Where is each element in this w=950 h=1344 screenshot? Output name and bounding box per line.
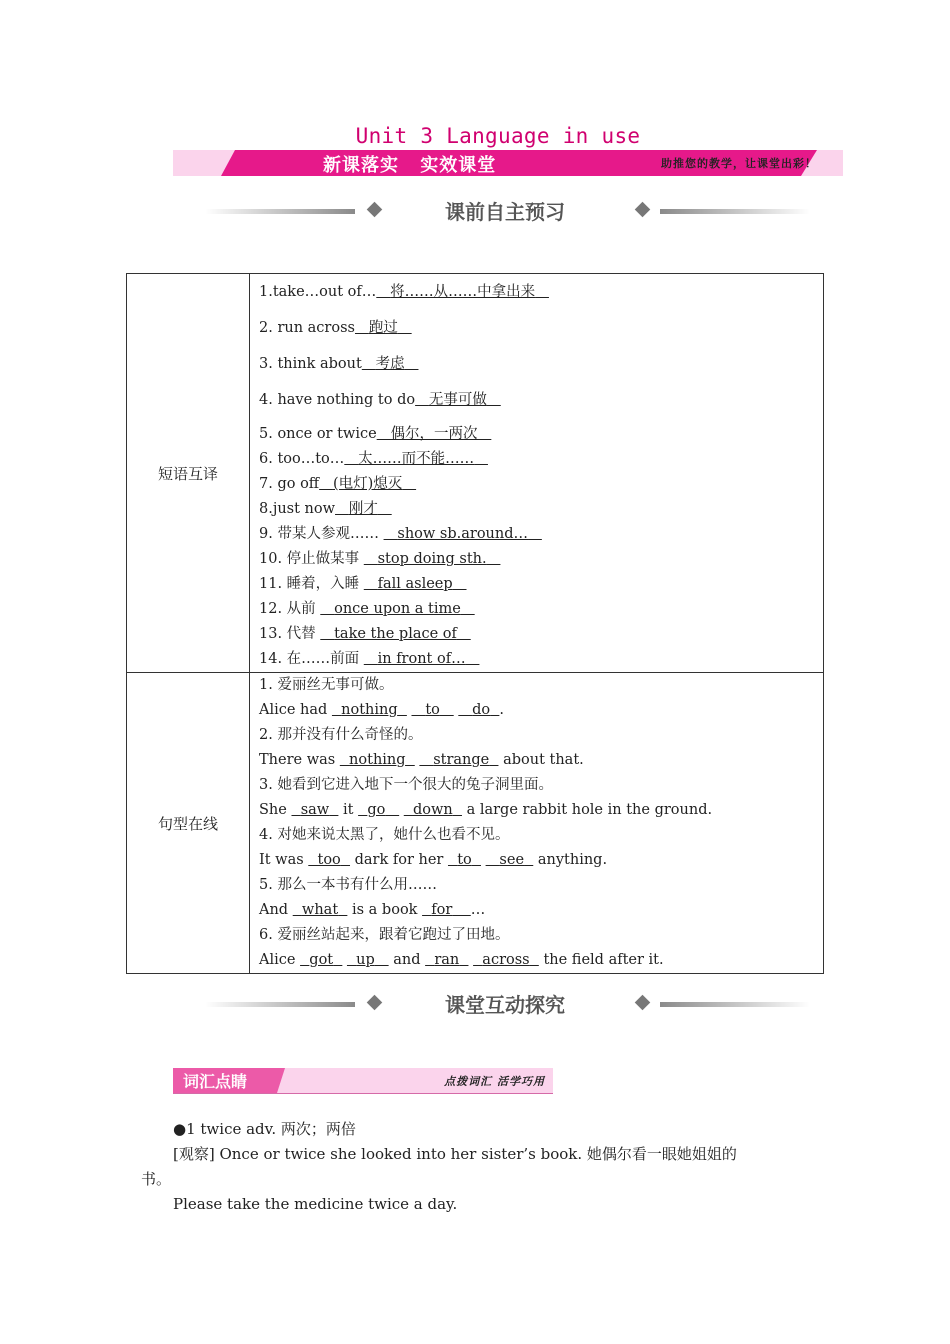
phrase-row: 14. 在……前面 in front of… xyxy=(259,651,466,667)
vocab-banner xyxy=(173,1068,553,1093)
phrase-row: 9. 带某人参观…… show sb.around… xyxy=(259,526,529,542)
sentence-en: There was nothing strange about that. xyxy=(259,752,584,768)
sentence-cn: 6. 爱丽丝站起来，跟着它跑过了田地。 xyxy=(259,927,510,943)
observe-line-cont: 书。 xyxy=(141,1170,172,1188)
vocab-slogan: 点拨词汇 活学巧用 xyxy=(444,1075,545,1088)
phrase-row: 3. think about 考虑 xyxy=(259,356,405,372)
phrase-row: 8.just now 刚才 xyxy=(259,501,378,517)
sentence-en: Alice got up and ran across the field after it. xyxy=(259,952,664,968)
sentence-cn: 4. 对她来说太黑了，她什么也看不见。 xyxy=(259,827,510,843)
sentence-en: And what is a book for … xyxy=(259,902,486,918)
vocab-item: ●1 twice adv. 两次；两倍 xyxy=(173,1120,356,1138)
sentences-label: 句型在线 xyxy=(127,673,250,974)
sentence-en: She saw it go down a large rabbit hole in the ground. xyxy=(259,802,713,818)
sentence-en: Alice had nothing to do . xyxy=(259,702,504,718)
phrase-row: 6. too…to… 太……而不能…… xyxy=(259,451,475,467)
sentence-en: It was too dark for her to see anything. xyxy=(259,852,608,868)
phrase-row: 1.take…out of… 将……从……中拿出来 xyxy=(259,284,536,300)
sentence-cn: 5. 那么一本书有什么用…… xyxy=(259,877,437,893)
phrase-row: 4. have nothing to do 无事可做 xyxy=(259,392,487,408)
page-title: Unit 3 Language in use xyxy=(355,124,641,148)
observe-line: [观察] Once or twice she looked into her sister’s book. 她偶尔看一眼她姐姐的 xyxy=(173,1145,737,1163)
sentence-cn: 3. 她看到它进入地下一个很大的兔子洞里面。 xyxy=(259,777,553,793)
sentence-cn: 1. 爱丽丝无事可做。 xyxy=(259,677,394,693)
sentence-cn: 2. 那并没有什么奇怪的。 xyxy=(259,727,423,743)
phrase-row: 7. go off (电灯)熄灭 xyxy=(259,476,403,492)
banner-slogan: 助推您的教学，让课堂出彩！ xyxy=(661,157,817,170)
example-sentence: Please take the medicine twice a day. xyxy=(173,1195,458,1213)
phrase-row: 10. 停止做某事 stop doing sth. xyxy=(259,551,487,567)
phrases-label: 短语互译 xyxy=(127,274,250,673)
section-heading-classroom: 课堂互动探究 xyxy=(205,989,765,1019)
phrase-row: 11. 睡着，入睡 fall asleep xyxy=(259,576,453,592)
phrase-row: 2. run across 跑过 xyxy=(259,320,398,336)
header-banner xyxy=(173,150,843,176)
preview-table xyxy=(126,273,824,974)
phrase-row: 5. once or twice 偶尔，一两次 xyxy=(259,426,478,442)
vocab-tag: 词汇点睛 xyxy=(183,1072,248,1091)
section-heading-preview: 课前自主预习 xyxy=(205,196,765,226)
phrase-row: 13. 代替 take the place of xyxy=(259,626,457,642)
phrase-row: 12. 从前 once upon a time xyxy=(259,601,461,617)
banner-main-text: 新课落实 实效课堂 xyxy=(323,155,497,176)
